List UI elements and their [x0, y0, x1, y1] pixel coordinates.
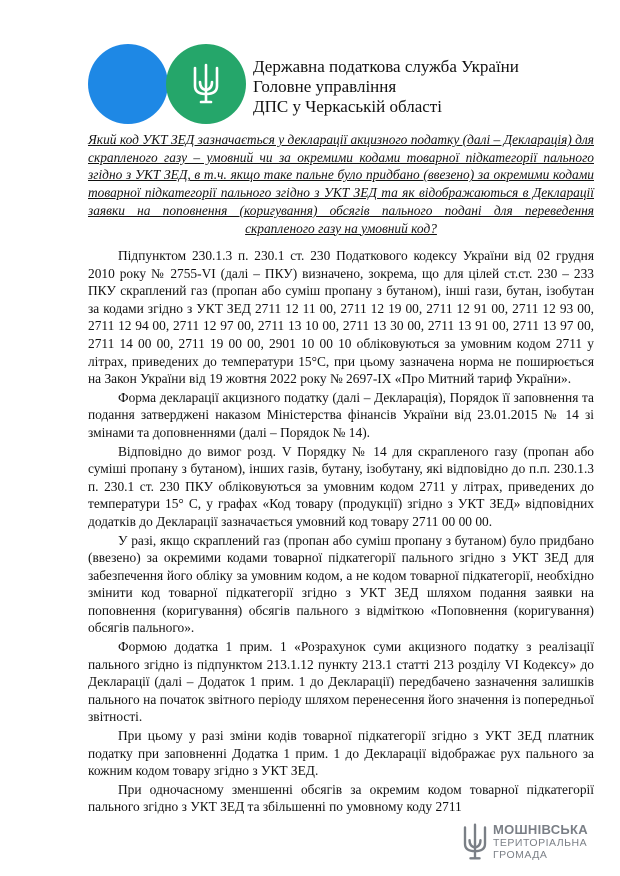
- paragraph: При одночасному зменшенні обсягів за окремим кодом товарної підкатегорії пального згідно з УКТ ЗЕД та збільшенні по умовному коду 2711: [88, 781, 594, 815]
- answer-body: [88, 247, 594, 817]
- header-line-3: ДПС у Черкаській області: [253, 97, 442, 116]
- paragraph: У разі, якщо скраплений газ (пропан або суміш пропану з бутаном) було придбано (ввезено) за окремими кодами товарної підкатегорії пального згідно з УКТ ЗЕД для забезпечення його обліку за умовним кодом, а не кодом товарної підкатегорії, необхідно змінити код товарної підкатегорії згідно з УКТ ЗЕД шляхом подання заявки на поповнення (коригування) обсягів пального з відміткою «Поповнення (коригування) обсягів пального».: [88, 532, 594, 636]
- trident-icon: [461, 822, 489, 862]
- paragraph: При цьому у разі зміни кодів товарної підкатегорії згідно з УКТ ЗЕД платник податку при заповненні Додатка 1 прим. 1 до Декларації відображає рух пального за кожним кодом товару згідно з УКТ ЗЕД.: [88, 728, 594, 779]
- organization-header: [253, 57, 519, 117]
- paragraph: Підпунктом 230.1.3 п. 230.1 ст. 230 Податкового кодексу України від 02 грудня 2010 року № 2755-VI (далі – ПКУ) визначено, зокрема, що для цілей ст.ст. 230 – 233 ПКУ скраплений газ (пропан або суміш пропану з бутаном), інші гази, бутан, ізобутан за кодами згідно з УКТ ЗЕД 2711 12 11 00, 2711 12 19 00, 2711 12 91 00, 2711 12 93 00, 2711 12 94 00, 2711 12 97 00, 2711 13 10 00, 2711 13 30 00, 2711 13 91 00, 2711 13 97 00, 2711 14 00 00, 2711 19 00 00, 2901 10 00 10 обліковуються за умовним кодом 2711 у літрах, приведених до температури 15°C, при цьому зазначена норма не поширюється на Закон України від 19 жовтня 2022 року № 2697-ІХ «Про Митний тариф України».: [88, 248, 594, 387]
- trident-icon: [191, 62, 221, 106]
- community-watermark-logo: [461, 822, 588, 862]
- header-line-1: Державна податкова служба України: [253, 57, 519, 76]
- footer-line-1: МОШНІВСЬКА: [493, 822, 588, 837]
- footer-line-3: ГРОМАДА: [493, 849, 548, 861]
- question-heading: Який код УКТ ЗЕД зазначається у декларації акцизного податку (далі – Декларація) для скрапленого газу – умовний чи за окремими кодами товарної підкатегорії пального згідно з УКТ ЗЕД, в т.ч. якщо таке пальне було придбано (ввезено) за окремими кодами товарної підкатегорії пального згідно з УКТ ЗЕД та як відображаються в Декларації заявки на поповнення (коригування) обсягів пального подані для переведення скрапленого газу на умовний код?: [88, 132, 594, 236]
- paragraph: Формою додатка 1 прим. 1 «Розрахунок суми акцизного податку з реалізації пального згідно із підпунктом 213.1.12 пункту 213.1 статті 213 розділу VІ Кодексу» до Декларації (далі – Додаток 1 прим. 1 до Декларації) передбачено зазначення залишків пального на початок звітного періоду шляхом перенесення його значення із попередньої звітності.: [88, 639, 594, 725]
- dps-logo-green-circle: [166, 44, 246, 124]
- dps-logo-blue-circle: [88, 44, 168, 124]
- footer-line-2: ТЕРИТОРІАЛЬНА: [493, 837, 588, 849]
- header-line-2: Головне управління: [253, 77, 397, 96]
- paragraph: Форма декларації акцизного податку (далі – Декларація), Порядок її заповнення та подання затверджені наказом Міністерства фінансів України від 23.01.2015 № 14 зі змінами та доповненнями (далі – Порядок № 14).: [88, 389, 594, 440]
- paragraph: Відповідно до вимог розд. V Порядку № 14 для скрапленого газу (пропан або суміші пропану з бутаном), інших газів, бутану, ізобутану, які відповідно до п.п. 230.1.3 п. 230.1 ст. 230 ПКУ обліковуються за умовним кодом 2711 у літрах, приведених до температури 15° С, у графах «Код товару (продукції) згідно з УКТ ЗЕД» відповідних додатків до Декларації зазначається умовний код товару 2711 00 00 00.: [88, 443, 594, 529]
